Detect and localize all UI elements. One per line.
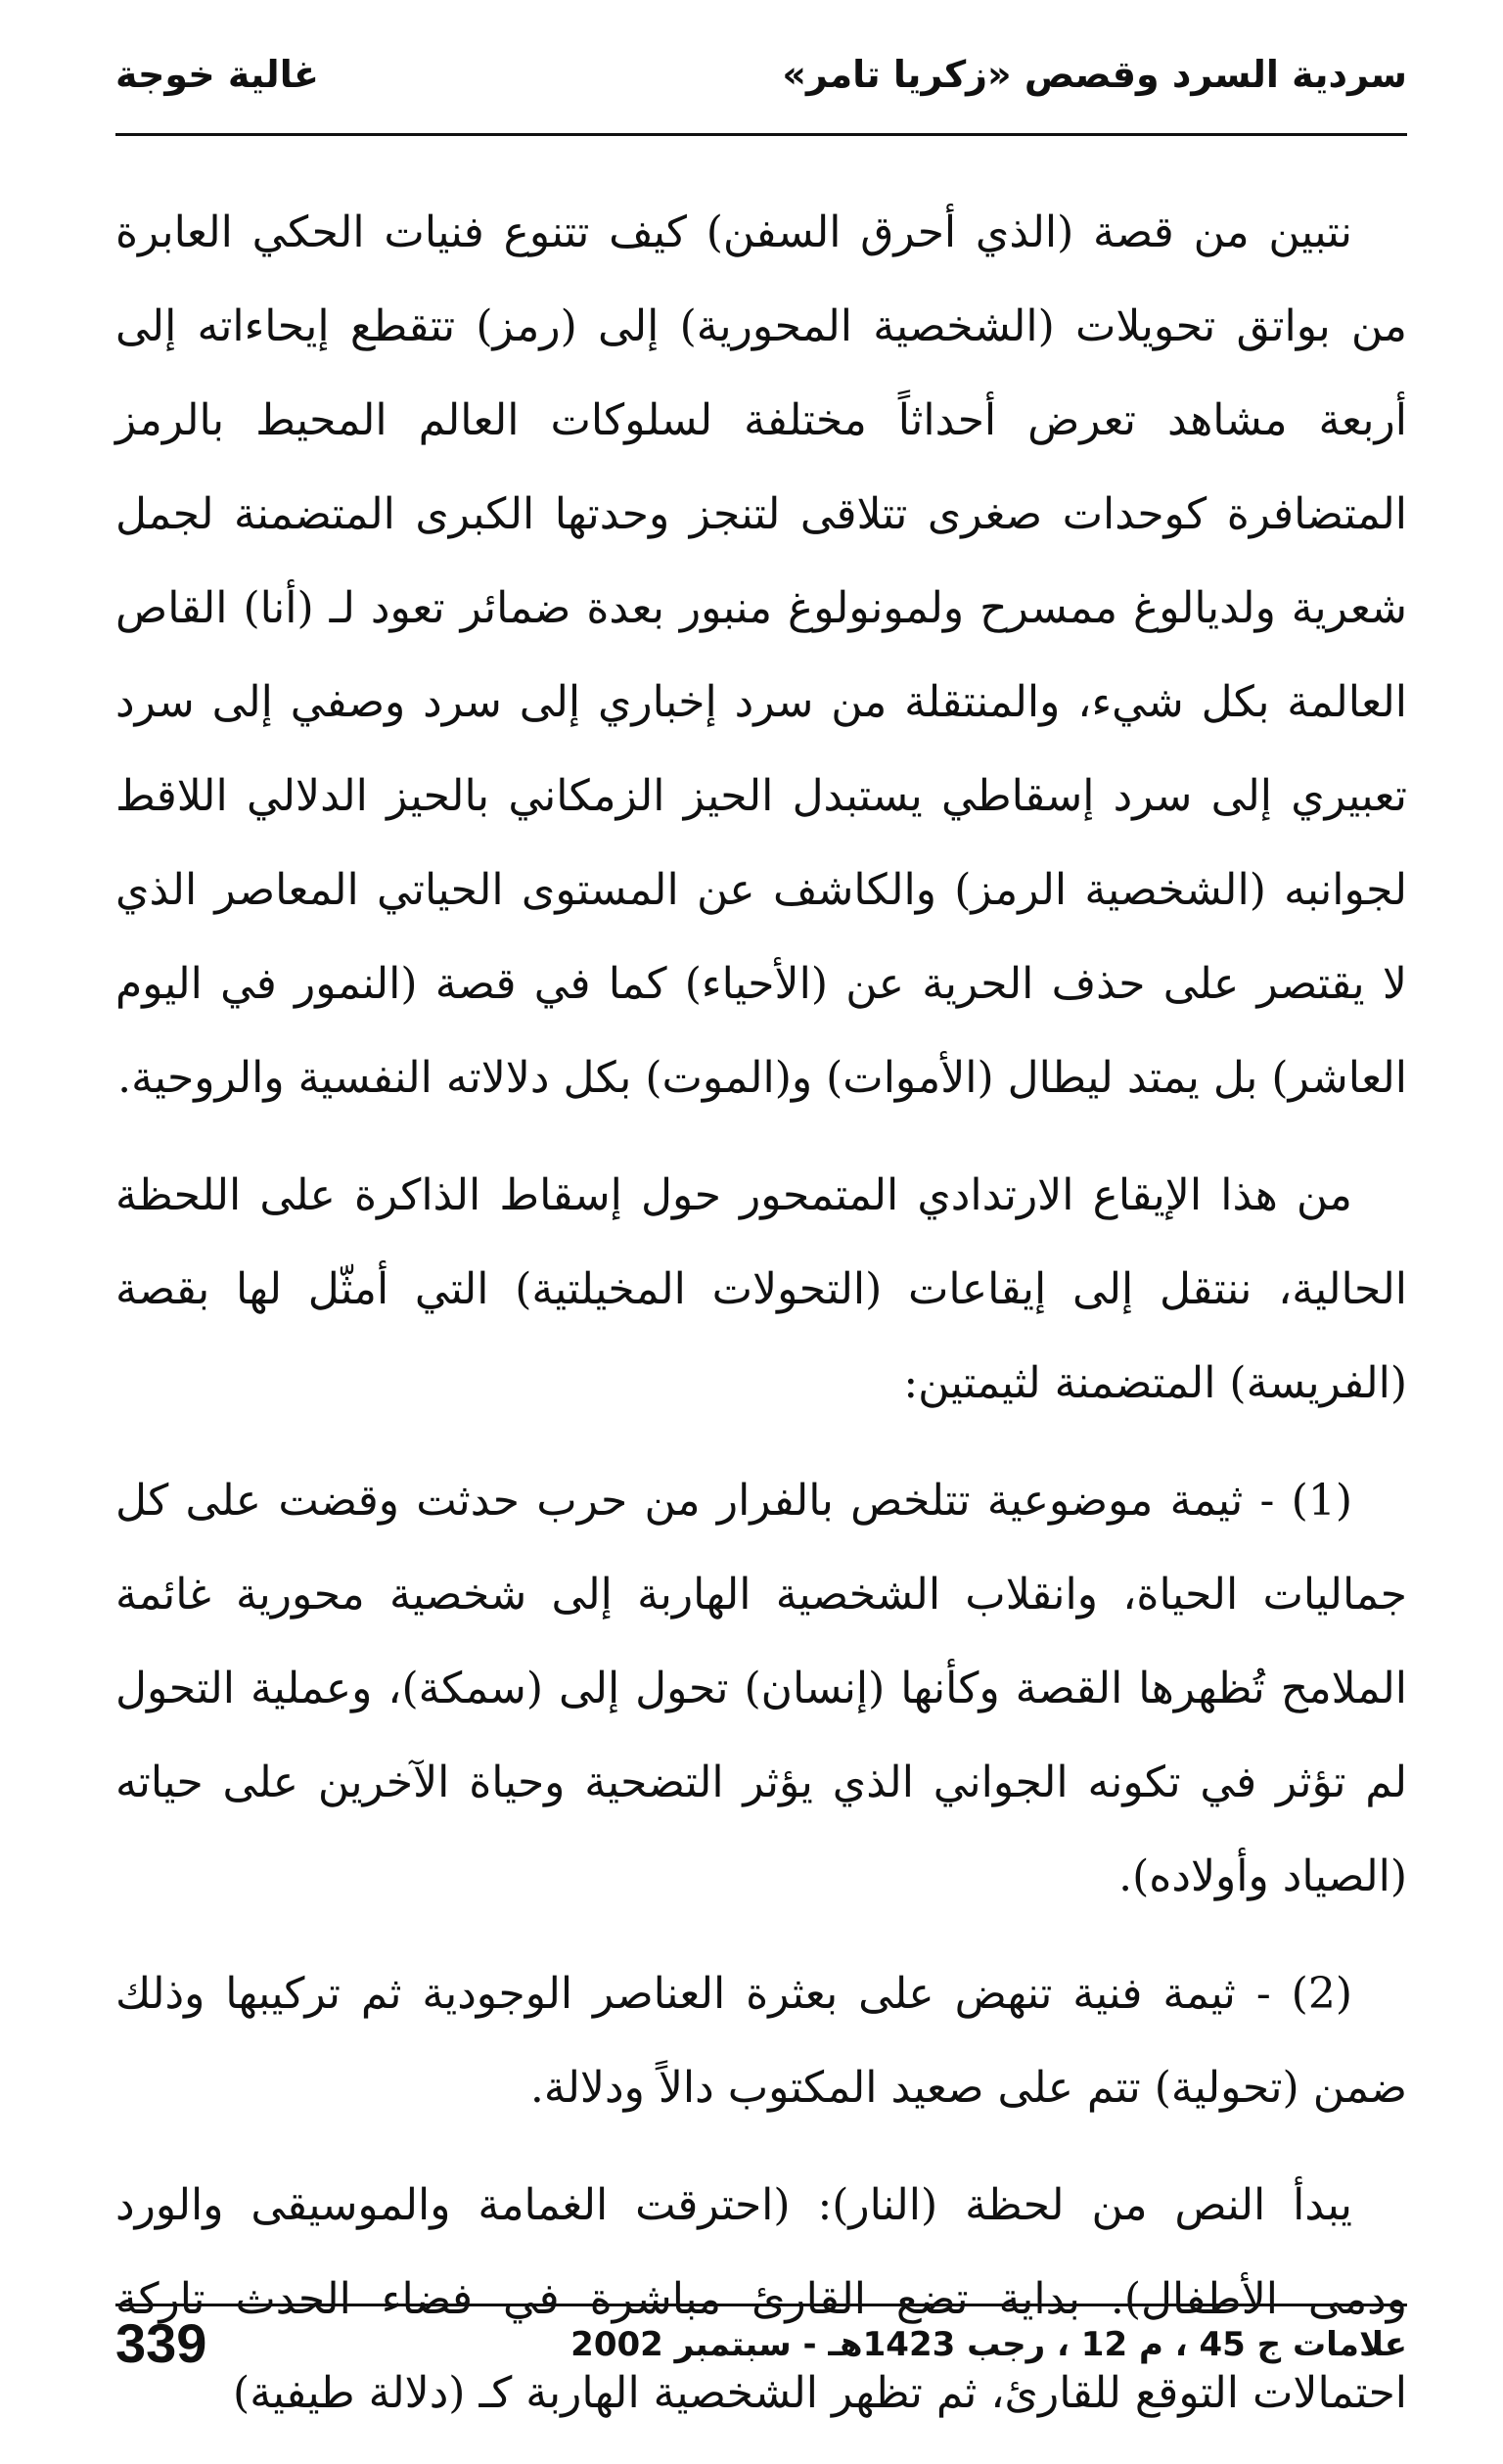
footer-rule [115, 2304, 1407, 2306]
body-text [115, 186, 1407, 2464]
document-page [115, 39, 1408, 2418]
author-name: غالية خوجة [115, 53, 319, 96]
header-rule [115, 133, 1407, 136]
page-number: 339 [115, 2312, 207, 2374]
paragraph: نتبين من قصة (الذي أحرق السفن) كيف تتنوع فنيات الحكي العابرة من بواتق تحويلات (الشخصية المحورية) إلى (رمز) تتقطع إيحاءاته إلى أربعة مشاهد تعرض أحداثاً مختلفة لسلوكات العالم المحيط بالرمز المتضافرة كوحدات صغرى تتلاقى لتنجز وحدتها الكبرى المتضمنة لجمل شعرية ولديالوغ ممسرح ولمونولوغ منبور بعدة ضمائر تعود لـ (أنا) القاص العالمة بكل شيء، والمنتقلة من سرد إخباري إلى سرد وصفي إلى سرد تعبيري إلى سرد إسقاطي يستبدل الحيز الزمكاني بالحيز الدلالي اللاقط لجوانبه (الشخصية الرمز) والكاشف عن المستوى الحياتي المعاصر الذي لا يقتصر على حذف الحرية عن (الأحياء) كما في قصة (النمور في اليوم العاشر) بل يمتد ليطال (الأموات) و(الموت) بكل دلالاته النفسية والروحية. [115, 207, 1407, 1103]
paragraph: (1) - ثيمة موضوعية تتلخص بالفرار من حرب حدثت وقضت على كل جماليات الحياة، وانقلاب الشخصية الهاربة إلى شخصية محورية غائمة الملامح تُظهرها القصة وكأنها (إنسان) تحول إلى (سمكة)، وعملية التحول لم تؤثر في تكونه الجواني الذي يؤثر التضحية وحياة الآخرين على حياته (الصياد وأولاده). [115, 1476, 1407, 1901]
article-title: سردية السرد وقصص «زكريا تامر» [782, 53, 1407, 96]
journal-citation: علامات ج 45 ، م 12 ، رجب 1423هـ - سبتمبر 2002 [570, 2325, 1407, 2364]
paragraph: (2) - ثيمة فنية تنهض على بعثرة العناصر الوجودية ثم تركيبها وذلك ضمن (تحولية) تتم على صعيد المكتوب دالاً ودلالة. [115, 1969, 1407, 2113]
paragraph: يبدأ النص من لحظة (النار): (احترقت الغمامة والموسيقى والورد ودمى الأطفال). بداية تضع القارئ مباشرة في فضاء الحدث تاركة احتمالات التوقع للقارئ، ثم تظهر الشخصية الهاربة كـ (دلالة طيفية) [115, 2180, 1408, 2418]
running-header [115, 39, 1407, 137]
paragraph: من هذا الإيقاع الارتدادي المتمحور حول إسقاط الذاكرة على اللحظة الحالية، ننتقل إلى إيقاعات (التحولات المخيلتية) التي أمثّل لها بقصة (الفريسة) المتضمنة لثيمتين: [115, 1170, 1407, 1408]
